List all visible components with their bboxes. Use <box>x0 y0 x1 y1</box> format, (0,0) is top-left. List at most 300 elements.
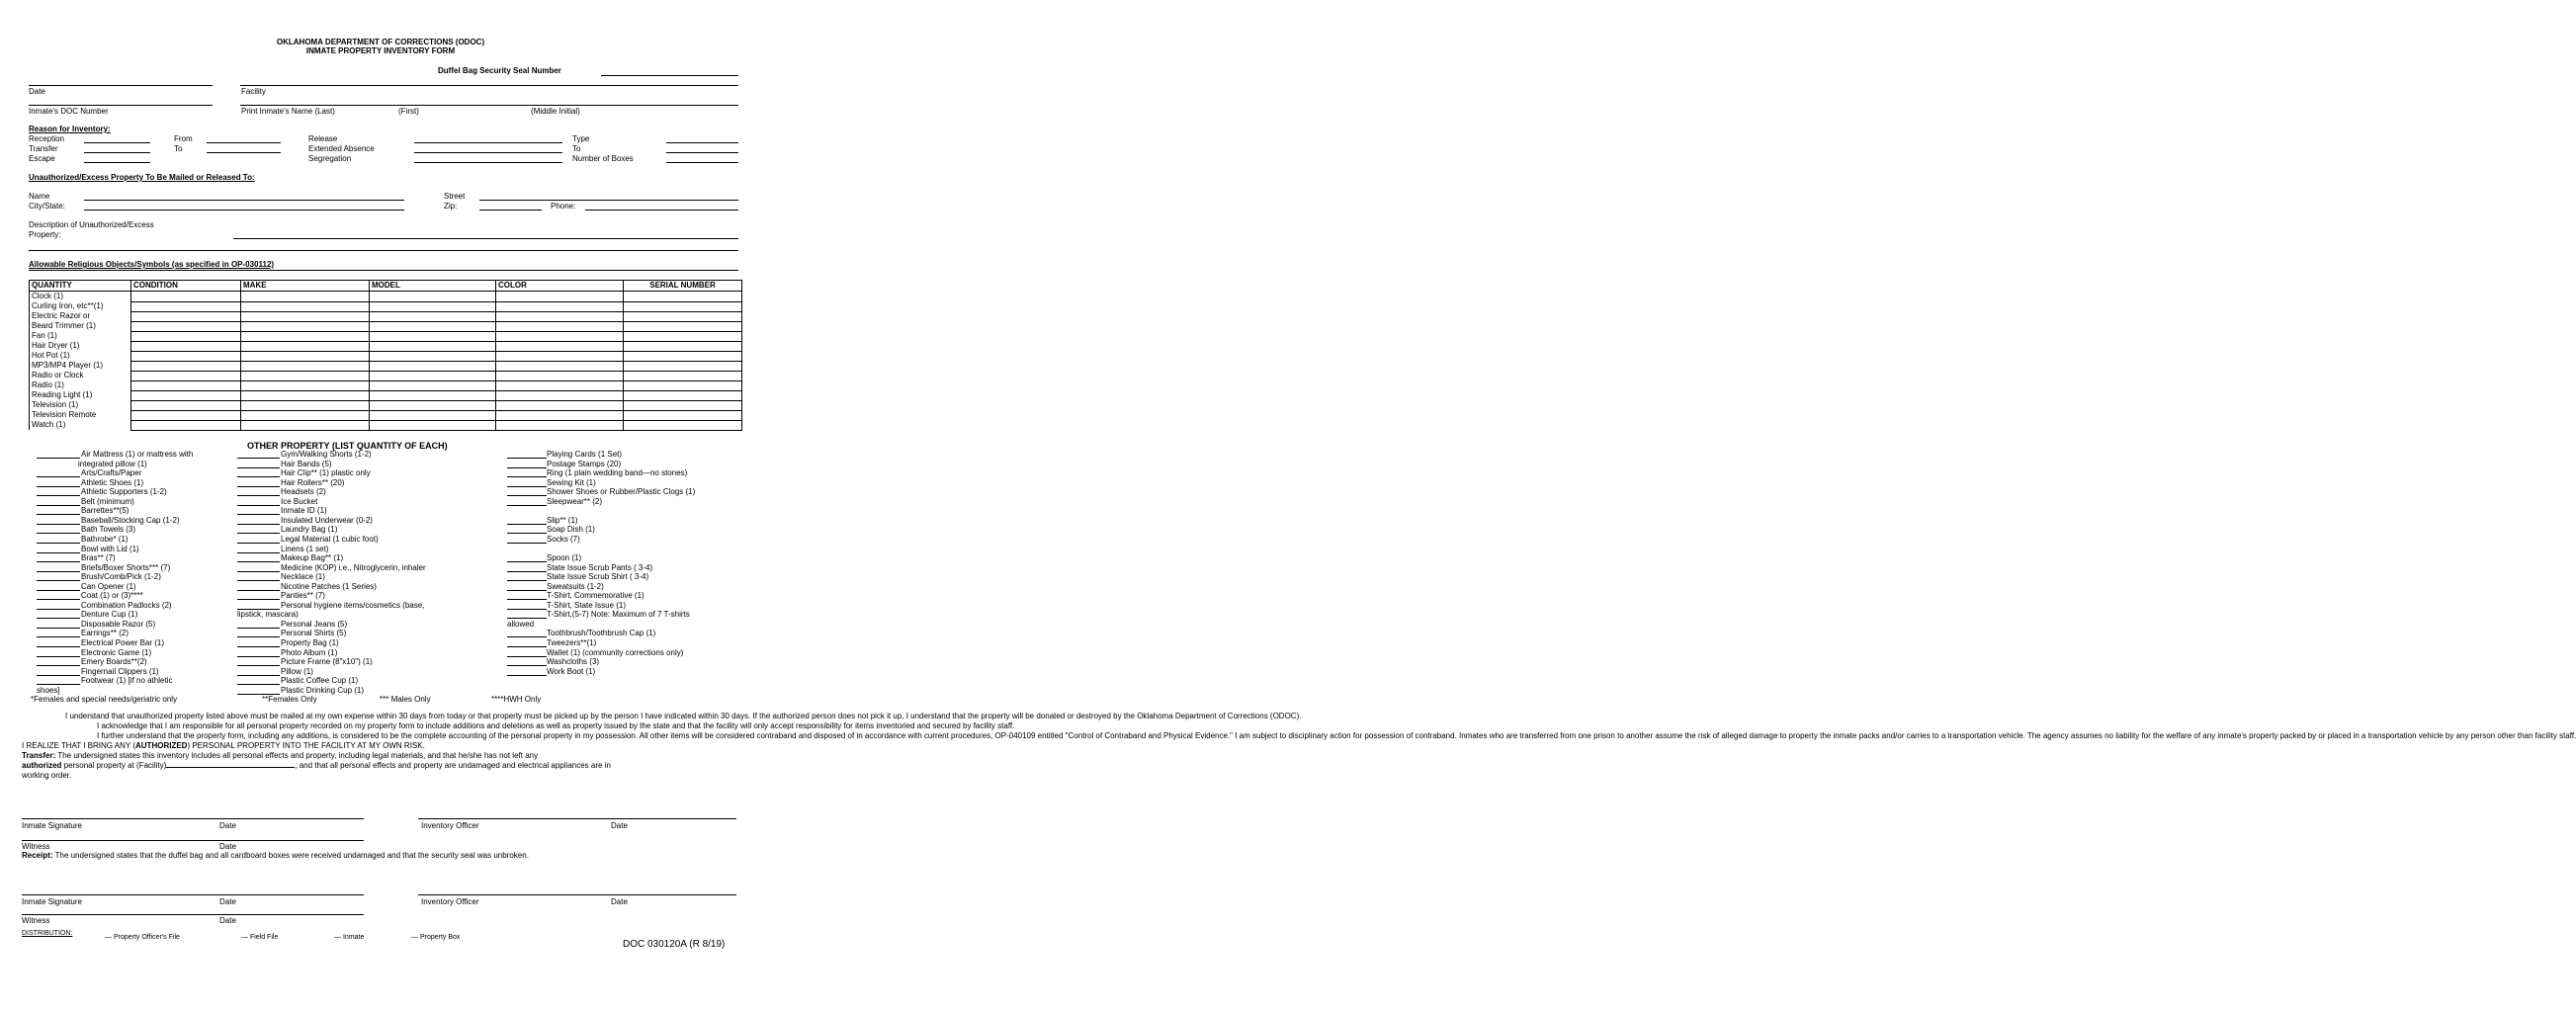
table-row <box>30 410 742 420</box>
table-cell[interactable] <box>496 292 624 302</box>
property-item: Makeup Bag** (1) <box>281 553 344 563</box>
quantity-blank[interactable] <box>237 665 280 666</box>
officer-label[interactable]: Inventory Officer <box>421 821 479 830</box>
quantity-blank[interactable] <box>507 571 547 572</box>
property-item: Disposable Razor (5) <box>81 619 156 629</box>
quantity-blank[interactable] <box>37 458 80 459</box>
table-cell[interactable] <box>624 301 742 311</box>
quantity-blank[interactable] <box>237 486 280 487</box>
item-name: Hot Pot (1) <box>30 351 131 361</box>
quantity-blank[interactable] <box>37 675 80 676</box>
table-cell[interactable] <box>241 301 370 311</box>
dist-property-box: — Property Box <box>411 934 461 941</box>
property-item: Postage Stamps (20) <box>547 459 622 468</box>
quantity-blank[interactable] <box>237 458 280 459</box>
quantity-blank[interactable] <box>37 599 80 600</box>
reason-to: To <box>174 144 183 153</box>
property-item: Linens (1 set) <box>281 544 329 553</box>
property-item: Athletic Shoes (1) <box>81 477 144 487</box>
quantity-blank[interactable] <box>237 533 280 534</box>
property-item: Personal hygiene items/cosmetics (base, <box>281 600 425 610</box>
table-cell[interactable] <box>496 400 624 410</box>
working-order-line: working order. <box>22 771 72 780</box>
table-cell[interactable] <box>624 292 742 302</box>
quantity-blank[interactable] <box>507 467 547 468</box>
table-cell[interactable] <box>131 361 241 371</box>
quantity-blank[interactable] <box>237 694 280 695</box>
property-item: Playing Cards (1 Set) <box>547 450 623 459</box>
property-item: Air Mattress (1) or mattress with <box>81 450 194 459</box>
property-item: Brush/Comb/Pick (1-2) <box>81 572 161 582</box>
property-item: Sewing Kit (1) <box>547 477 596 487</box>
property-item: State Issue Scrub Shirt ( 3-4) <box>547 572 649 582</box>
table-cell[interactable] <box>624 331 742 341</box>
quantity-blank[interactable] <box>507 505 547 506</box>
table-cell[interactable] <box>370 321 496 331</box>
first-name-label: (First) <box>398 107 419 116</box>
table-cell[interactable] <box>496 361 624 371</box>
table-cell[interactable] <box>241 380 370 390</box>
table-cell[interactable] <box>131 301 241 311</box>
property-item: Inmate ID (1) <box>281 506 327 516</box>
table-row <box>30 400 742 410</box>
table-cell[interactable] <box>624 371 742 380</box>
table-cell[interactable] <box>370 341 496 351</box>
property-item: T-Shirt, Commemorative (1) <box>547 591 644 601</box>
table-cell[interactable] <box>370 311 496 321</box>
table-cell[interactable] <box>131 380 241 390</box>
paragraph-1: I understand that unauthorized property listed above must be mailed at my own expense within 30 days from today or that property must be picked up by the person I have indicated within 30 days. If the authorized person does not pick it up, I understand that the property will be donated or destroyed by the Oklahoma Department of Corrections (ODOC). <box>65 712 1302 720</box>
table-cell[interactable] <box>370 301 496 311</box>
table-cell[interactable] <box>496 311 624 321</box>
property-item: Panties** (7) <box>281 591 325 601</box>
quantity-blank[interactable] <box>37 656 80 657</box>
dept-title: OKLAHOMA DEPARTMENT OF CORRECTIONS (ODOC) <box>276 38 485 46</box>
quantity-blank[interactable] <box>507 646 547 647</box>
property-item: Tweezers**(1) <box>547 638 597 647</box>
table-cell[interactable] <box>496 410 624 420</box>
quantity-blank[interactable] <box>237 543 280 544</box>
table-cell[interactable] <box>131 400 241 410</box>
property-item: Ring (1 plain wedding band—no stones) <box>547 468 688 478</box>
quantity-blank[interactable] <box>37 495 80 496</box>
table-cell[interactable] <box>241 321 370 331</box>
inventory-table <box>29 280 742 431</box>
quantity-blank[interactable] <box>237 684 280 685</box>
table-cell[interactable] <box>496 351 624 361</box>
footnote-males-only: *** Males Only <box>380 695 431 704</box>
quantity-blank[interactable] <box>237 514 280 515</box>
table-cell[interactable] <box>624 380 742 390</box>
quantity-blank[interactable] <box>237 636 280 637</box>
property-item: Nicotine Patches (1 Series) <box>281 581 377 591</box>
item-name: Hair Dryer (1) <box>30 341 131 351</box>
inmate-date-label-2[interactable]: Date <box>219 897 236 906</box>
property-item: Coat (1) or (3)**** <box>81 591 143 601</box>
quantity-blank[interactable] <box>37 543 80 544</box>
property-item: Combination Padlocks (2) <box>81 600 172 610</box>
col-color: COLOR <box>496 281 624 292</box>
table-cell[interactable] <box>241 311 370 321</box>
dist-inmate: — Inmate <box>334 934 365 941</box>
property-item: Plastic Coffee Cup (1) <box>281 676 359 686</box>
property-item: Emery Boards**(2) <box>81 657 147 667</box>
item-name: Reading Light (1) <box>30 390 131 400</box>
table-cell[interactable] <box>131 331 241 341</box>
quantity-blank[interactable] <box>237 524 280 525</box>
property-item-cont: integrated pillow (1) <box>78 459 147 468</box>
item-name: Radio or Clock <box>30 371 131 380</box>
property-item: Socks (7) <box>547 534 580 544</box>
quantity-blank[interactable] <box>237 675 280 676</box>
table-cell[interactable] <box>131 351 241 361</box>
property-item: Insulated Underwear (0-2) <box>281 515 373 525</box>
property-item: Bowl with Lid (1) <box>81 544 139 553</box>
quantity-blank[interactable] <box>37 524 80 525</box>
quantity-blank[interactable] <box>37 628 80 629</box>
property-item: Bathrobe* (1) <box>81 534 129 544</box>
property-item: Spoon (1) <box>547 553 582 563</box>
table-cell[interactable] <box>624 410 742 420</box>
inmate-date-label[interactable]: Date <box>219 821 236 830</box>
table-row <box>30 420 742 430</box>
property-item: T-Shirt,(5-7) Note: Maximum of 7 T-shirts <box>547 610 690 620</box>
quantity-blank[interactable] <box>507 590 547 591</box>
seal-line[interactable] <box>601 75 738 76</box>
quantity-blank[interactable] <box>507 675 547 676</box>
quantity-blank[interactable] <box>507 580 547 581</box>
property-item: Personal Jeans (5) <box>281 619 348 629</box>
property-item: Earrings** (2) <box>81 629 129 638</box>
reason-title: Reason for Inventory: <box>29 125 111 133</box>
table-cell[interactable] <box>241 292 370 302</box>
quantity-blank[interactable] <box>507 656 547 657</box>
property-item: Briefs/Boxer Shorts*** (7) <box>81 562 171 572</box>
table-cell[interactable] <box>496 380 624 390</box>
reason-segregation: Segregation <box>308 154 352 163</box>
table-cell[interactable] <box>496 420 624 430</box>
table-cell[interactable] <box>496 341 624 351</box>
table-row <box>30 371 742 380</box>
quantity-blank[interactable] <box>237 599 280 600</box>
quantity-blank[interactable] <box>507 599 547 600</box>
item-name: Electric Razor or <box>30 311 131 321</box>
print-name-label: Print Inmate's Name (Last) <box>241 107 335 116</box>
table-row <box>30 351 742 361</box>
witness-date-label[interactable]: Date <box>219 842 236 851</box>
unauth-title: Unauthorized/Excess Property To Be Mailed or Released To: <box>29 173 255 182</box>
property-item: Wallet (1) (community corrections only) <box>547 647 684 657</box>
footnote-hwh-only: ****HWH Only <box>491 695 542 704</box>
reason-release: Release <box>308 134 338 143</box>
table-cell[interactable] <box>370 371 496 380</box>
table-cell[interactable] <box>370 390 496 400</box>
date-label: Date <box>29 87 45 96</box>
table-cell[interactable] <box>241 341 370 351</box>
unauth-zip: Zip: <box>444 202 458 211</box>
reason-from: From <box>174 134 193 143</box>
table-row <box>30 311 742 321</box>
table-cell[interactable] <box>241 331 370 341</box>
transfer-line: Transfer: The undersigned states this inventory includes all personal effects and property, including legal materials, and that he/she has not left any <box>22 751 539 760</box>
quantity-blank[interactable] <box>237 590 280 591</box>
table-cell[interactable] <box>241 371 370 380</box>
table-cell[interactable] <box>496 331 624 341</box>
table-cell[interactable] <box>241 410 370 420</box>
quantity-blank[interactable] <box>37 665 80 666</box>
unauth-phone: Phone: <box>551 202 576 211</box>
witness-label-2[interactable]: Witness <box>22 916 50 925</box>
seal-label: Duffel Bag Security Seal Number <box>438 66 561 75</box>
unauth-city: City/State: <box>29 202 65 211</box>
property-item: Hair Bands (5) <box>281 459 332 468</box>
acknowledgement-text <box>22 712 2576 781</box>
property-item: Hair Rollers** (20) <box>281 477 345 487</box>
property-item: Plastic Drinking Cup (1) <box>281 685 365 695</box>
quantity-blank[interactable] <box>237 656 280 657</box>
quantity-blank[interactable] <box>37 580 80 581</box>
table-cell[interactable] <box>624 361 742 371</box>
item-name: Television Remote <box>30 410 131 420</box>
quantity-blank[interactable] <box>37 609 80 610</box>
property-item: Medicine (KOP) i.e., Nitroglycerin, inhaler <box>281 562 426 572</box>
inmate-signature-label[interactable]: Inmate Signature <box>22 821 82 830</box>
quantity-blank[interactable] <box>37 486 80 487</box>
unauth-desc2: Property: <box>29 230 61 239</box>
table-cell[interactable] <box>370 292 496 302</box>
property-item: T-Shirt, State Issue (1) <box>547 600 627 610</box>
property-item: Denture Cup (1) <box>81 610 138 620</box>
witness-label[interactable]: Witness <box>22 842 50 851</box>
table-cell[interactable] <box>241 400 370 410</box>
quantity-blank[interactable] <box>237 505 280 506</box>
quantity-blank[interactable] <box>507 533 547 534</box>
unauth-desc1: Description of Unauthorized/Excess <box>29 220 154 229</box>
quantity-blank[interactable] <box>237 628 280 629</box>
property-item: Athletic Supporters (1-2) <box>81 487 167 497</box>
quantity-blank[interactable] <box>507 458 547 459</box>
property-item: Pillow (1) <box>281 666 313 676</box>
table-cell[interactable] <box>131 371 241 380</box>
quantity-blank[interactable] <box>237 646 280 647</box>
table-row <box>30 301 742 311</box>
officer-date-label[interactable]: Date <box>611 821 628 830</box>
reason-escape: Escape <box>29 154 55 163</box>
table-cell[interactable] <box>241 351 370 361</box>
col-serial: SERIAL NUMBER <box>624 281 742 292</box>
table-cell[interactable] <box>624 390 742 400</box>
property-item: Hair Clip** (1) plastic only <box>281 468 371 478</box>
table-cell[interactable] <box>370 331 496 341</box>
officer-label-2[interactable]: Inventory Officer <box>421 897 479 906</box>
table-row <box>30 390 742 400</box>
table-cell[interactable] <box>496 301 624 311</box>
inmate-signature-label-2[interactable]: Inmate Signature <box>22 897 82 906</box>
reason-type: Type <box>572 134 590 143</box>
table-cell[interactable] <box>131 410 241 420</box>
property-item: Headsets (2) <box>281 487 326 497</box>
table-cell[interactable] <box>131 292 241 302</box>
table-cell[interactable] <box>624 341 742 351</box>
quantity-blank[interactable] <box>507 636 547 637</box>
item-name: Television (1) <box>30 400 131 410</box>
table-cell[interactable] <box>496 321 624 331</box>
property-item: Legal Material (1 cubic foot) <box>281 534 379 544</box>
quantity-blank[interactable] <box>37 533 80 534</box>
item-name: Beard Trimmer (1) <box>30 321 131 331</box>
table-cell[interactable] <box>131 311 241 321</box>
table-row <box>30 341 742 351</box>
quantity-blank[interactable] <box>237 467 280 468</box>
table-cell[interactable] <box>370 361 496 371</box>
other-title: OTHER PROPERTY (LIST QUANTITY OF EACH) <box>247 441 448 451</box>
unauth-street: Street <box>444 192 466 201</box>
table-row <box>30 321 742 331</box>
property-item: Ice Bucket <box>281 496 318 506</box>
quantity-blank[interactable] <box>37 618 80 619</box>
reason-transfer: Transfer <box>29 144 58 153</box>
reason-to2: To <box>572 144 581 153</box>
quantity-blank[interactable] <box>507 543 547 544</box>
quantity-blank[interactable] <box>37 561 80 562</box>
item-name: Radio (1) <box>30 380 131 390</box>
quantity-blank[interactable] <box>37 590 80 591</box>
middle-initial-label: (Middle Initial) <box>531 107 580 116</box>
doc-number-label: Inmate's DOC Number <box>29 107 109 116</box>
table-cell[interactable] <box>370 380 496 390</box>
property-item: Photo Album (1) <box>281 647 338 657</box>
table-cell[interactable] <box>624 311 742 321</box>
realize-line: I REALIZE THAT I BRING ANY (AUTHORIZED) PERSONAL PROPERTY INTO THE FACILITY AT MY OWN RISK. <box>22 741 425 750</box>
unauth-name: Name <box>29 192 50 201</box>
quantity-blank[interactable] <box>37 505 80 506</box>
table-cell[interactable] <box>241 420 370 430</box>
quantity-blank[interactable] <box>37 476 80 477</box>
quantity-blank[interactable] <box>507 665 547 666</box>
property-item: Can Opener (1) <box>81 581 136 591</box>
table-cell[interactable] <box>241 361 370 371</box>
quantity-blank[interactable] <box>507 495 547 496</box>
table-cell[interactable] <box>131 420 241 430</box>
item-name: Clock (1) <box>30 292 131 302</box>
reason-reception: Reception <box>29 134 65 143</box>
table-cell[interactable] <box>241 390 370 400</box>
table-cell[interactable] <box>370 410 496 420</box>
paragraph-3: I further understand that the property form, including any additions, is considered to be the complete accounting of the personal property in my possession. All other items will be considered contraband and disposed of in accordance with current procedures, OP-040109 entitled "Control of Contraband and Physical Evidence." I am subject to disciplinary action for possession of contraband. Inmates who are transferred from one prison to another assume the risk of alleged damage to property the inmate packs and/or carries to a transportation vehicle. The agency assumes no liability for the welfare of any inmate's property packed by or placed in a transportation vehicle by any person other than facility staff. <box>97 731 2576 740</box>
property-item: Necklace (1) <box>281 572 325 582</box>
table-cell[interactable] <box>370 351 496 361</box>
property-item: Laundry Bag (1) <box>281 525 338 535</box>
quantity-blank[interactable] <box>507 561 547 562</box>
table-cell[interactable] <box>496 371 624 380</box>
witness-date-label-2[interactable]: Date <box>219 916 236 925</box>
quantity-blank[interactable] <box>237 552 280 553</box>
property-item: Bath Towels (3) <box>81 525 135 535</box>
quantity-blank[interactable] <box>237 495 280 496</box>
table-cell[interactable] <box>370 400 496 410</box>
property-item: Sleepwear** (2) <box>547 496 603 506</box>
quantity-blank[interactable] <box>37 571 80 572</box>
table-cell[interactable] <box>131 341 241 351</box>
religious-title: Allowable Religious Objects/Symbols (as specified in OP-030112) <box>29 260 275 269</box>
property-item-cont: lipstick, mascara) <box>237 610 299 620</box>
quantity-blank[interactable] <box>507 524 547 525</box>
property-item: Gym/Walking Shorts (1-2) <box>281 450 372 459</box>
table-row <box>30 292 742 302</box>
table-cell[interactable] <box>131 321 241 331</box>
property-item: Barrettes**(5) <box>81 506 129 516</box>
table-row <box>30 380 742 390</box>
quantity-blank[interactable] <box>237 571 280 572</box>
property-item: Work Boot (1) <box>547 666 596 676</box>
item-name: Fan (1) <box>30 331 131 341</box>
property-item-cont: shoes] <box>37 685 60 695</box>
quantity-blank[interactable] <box>37 514 80 515</box>
table-header-row <box>30 281 742 292</box>
table-cell[interactable] <box>624 400 742 410</box>
property-item: Bras** (7) <box>81 553 116 563</box>
property-item: Personal Shirts (5) <box>281 629 347 638</box>
quantity-blank[interactable] <box>507 486 547 487</box>
col-model: MODEL <box>370 281 496 292</box>
doc-form-number: DOC 030120A (R 8/19) <box>623 939 726 950</box>
reason-extended: Extended Absence <box>308 144 375 153</box>
col-quantity: QUANTITY <box>30 281 131 292</box>
table-cell[interactable] <box>131 390 241 400</box>
property-item: Belt (minimum) <box>81 496 134 506</box>
table-cell[interactable] <box>624 420 742 430</box>
table-cell[interactable] <box>624 351 742 361</box>
table-cell[interactable] <box>624 321 742 331</box>
property-item: Slip** (1) <box>547 515 578 525</box>
property-item: Shower Shoes or Rubber/Plastic Clogs (1) <box>547 487 696 497</box>
table-cell[interactable] <box>370 420 496 430</box>
officer-date-label-2[interactable]: Date <box>611 897 628 906</box>
quantity-blank[interactable] <box>37 646 80 647</box>
quantity-blank[interactable] <box>237 476 280 477</box>
dist-field-file: — Field File <box>241 934 279 941</box>
quantity-blank[interactable] <box>37 552 80 553</box>
item-name: Watch (1) <box>30 420 131 430</box>
property-item: Washcloths (3) <box>547 657 600 667</box>
property-item: Baseball/Stocking Cap (1-2) <box>81 515 180 525</box>
table-row <box>30 361 742 371</box>
item-name: Curling Iron, etc**(1) <box>30 301 131 311</box>
property-item: Electrical Power Bar (1) <box>81 638 165 647</box>
col-make: MAKE <box>241 281 370 292</box>
authorized-line: authorized personal property at (Facility) , and that all personal effects and property are undamaged and electrical appliances are in <box>22 761 611 770</box>
form-title: INMATE PROPERTY INVENTORY FORM <box>305 46 456 55</box>
property-item: Footwear (1) [if no athletic <box>81 676 173 686</box>
table-cell[interactable] <box>496 390 624 400</box>
facility-label: Facility <box>241 87 266 96</box>
paragraph-2: I acknowledge that I am responsible for all personal property recorded on my property form to include additions and deletions as well as property issued by the state and that the facility will only accept responsibility for items inventoried and secured by facility staff. <box>97 721 1015 730</box>
property-item: Property Bag (1) <box>281 638 339 647</box>
property-item: Soap Dish (1) <box>547 525 595 535</box>
quantity-blank[interactable] <box>237 580 280 581</box>
quantity-blank[interactable] <box>507 476 547 477</box>
property-item: Picture Frame (8"x10") (1) <box>281 657 373 667</box>
property-item-cont: allowed <box>507 619 535 629</box>
property-item: Arts/Crafts/Paper <box>81 468 142 478</box>
footnote-females-only: **Females Only <box>262 695 317 704</box>
quantity-blank[interactable] <box>37 636 80 637</box>
table-row <box>30 331 742 341</box>
reason-boxes: Number of Boxes <box>572 154 634 163</box>
quantity-blank[interactable] <box>237 561 280 562</box>
property-item: State Issue Scrub Pants ( 3-4) <box>547 562 653 572</box>
quantity-blank[interactable] <box>507 609 547 610</box>
